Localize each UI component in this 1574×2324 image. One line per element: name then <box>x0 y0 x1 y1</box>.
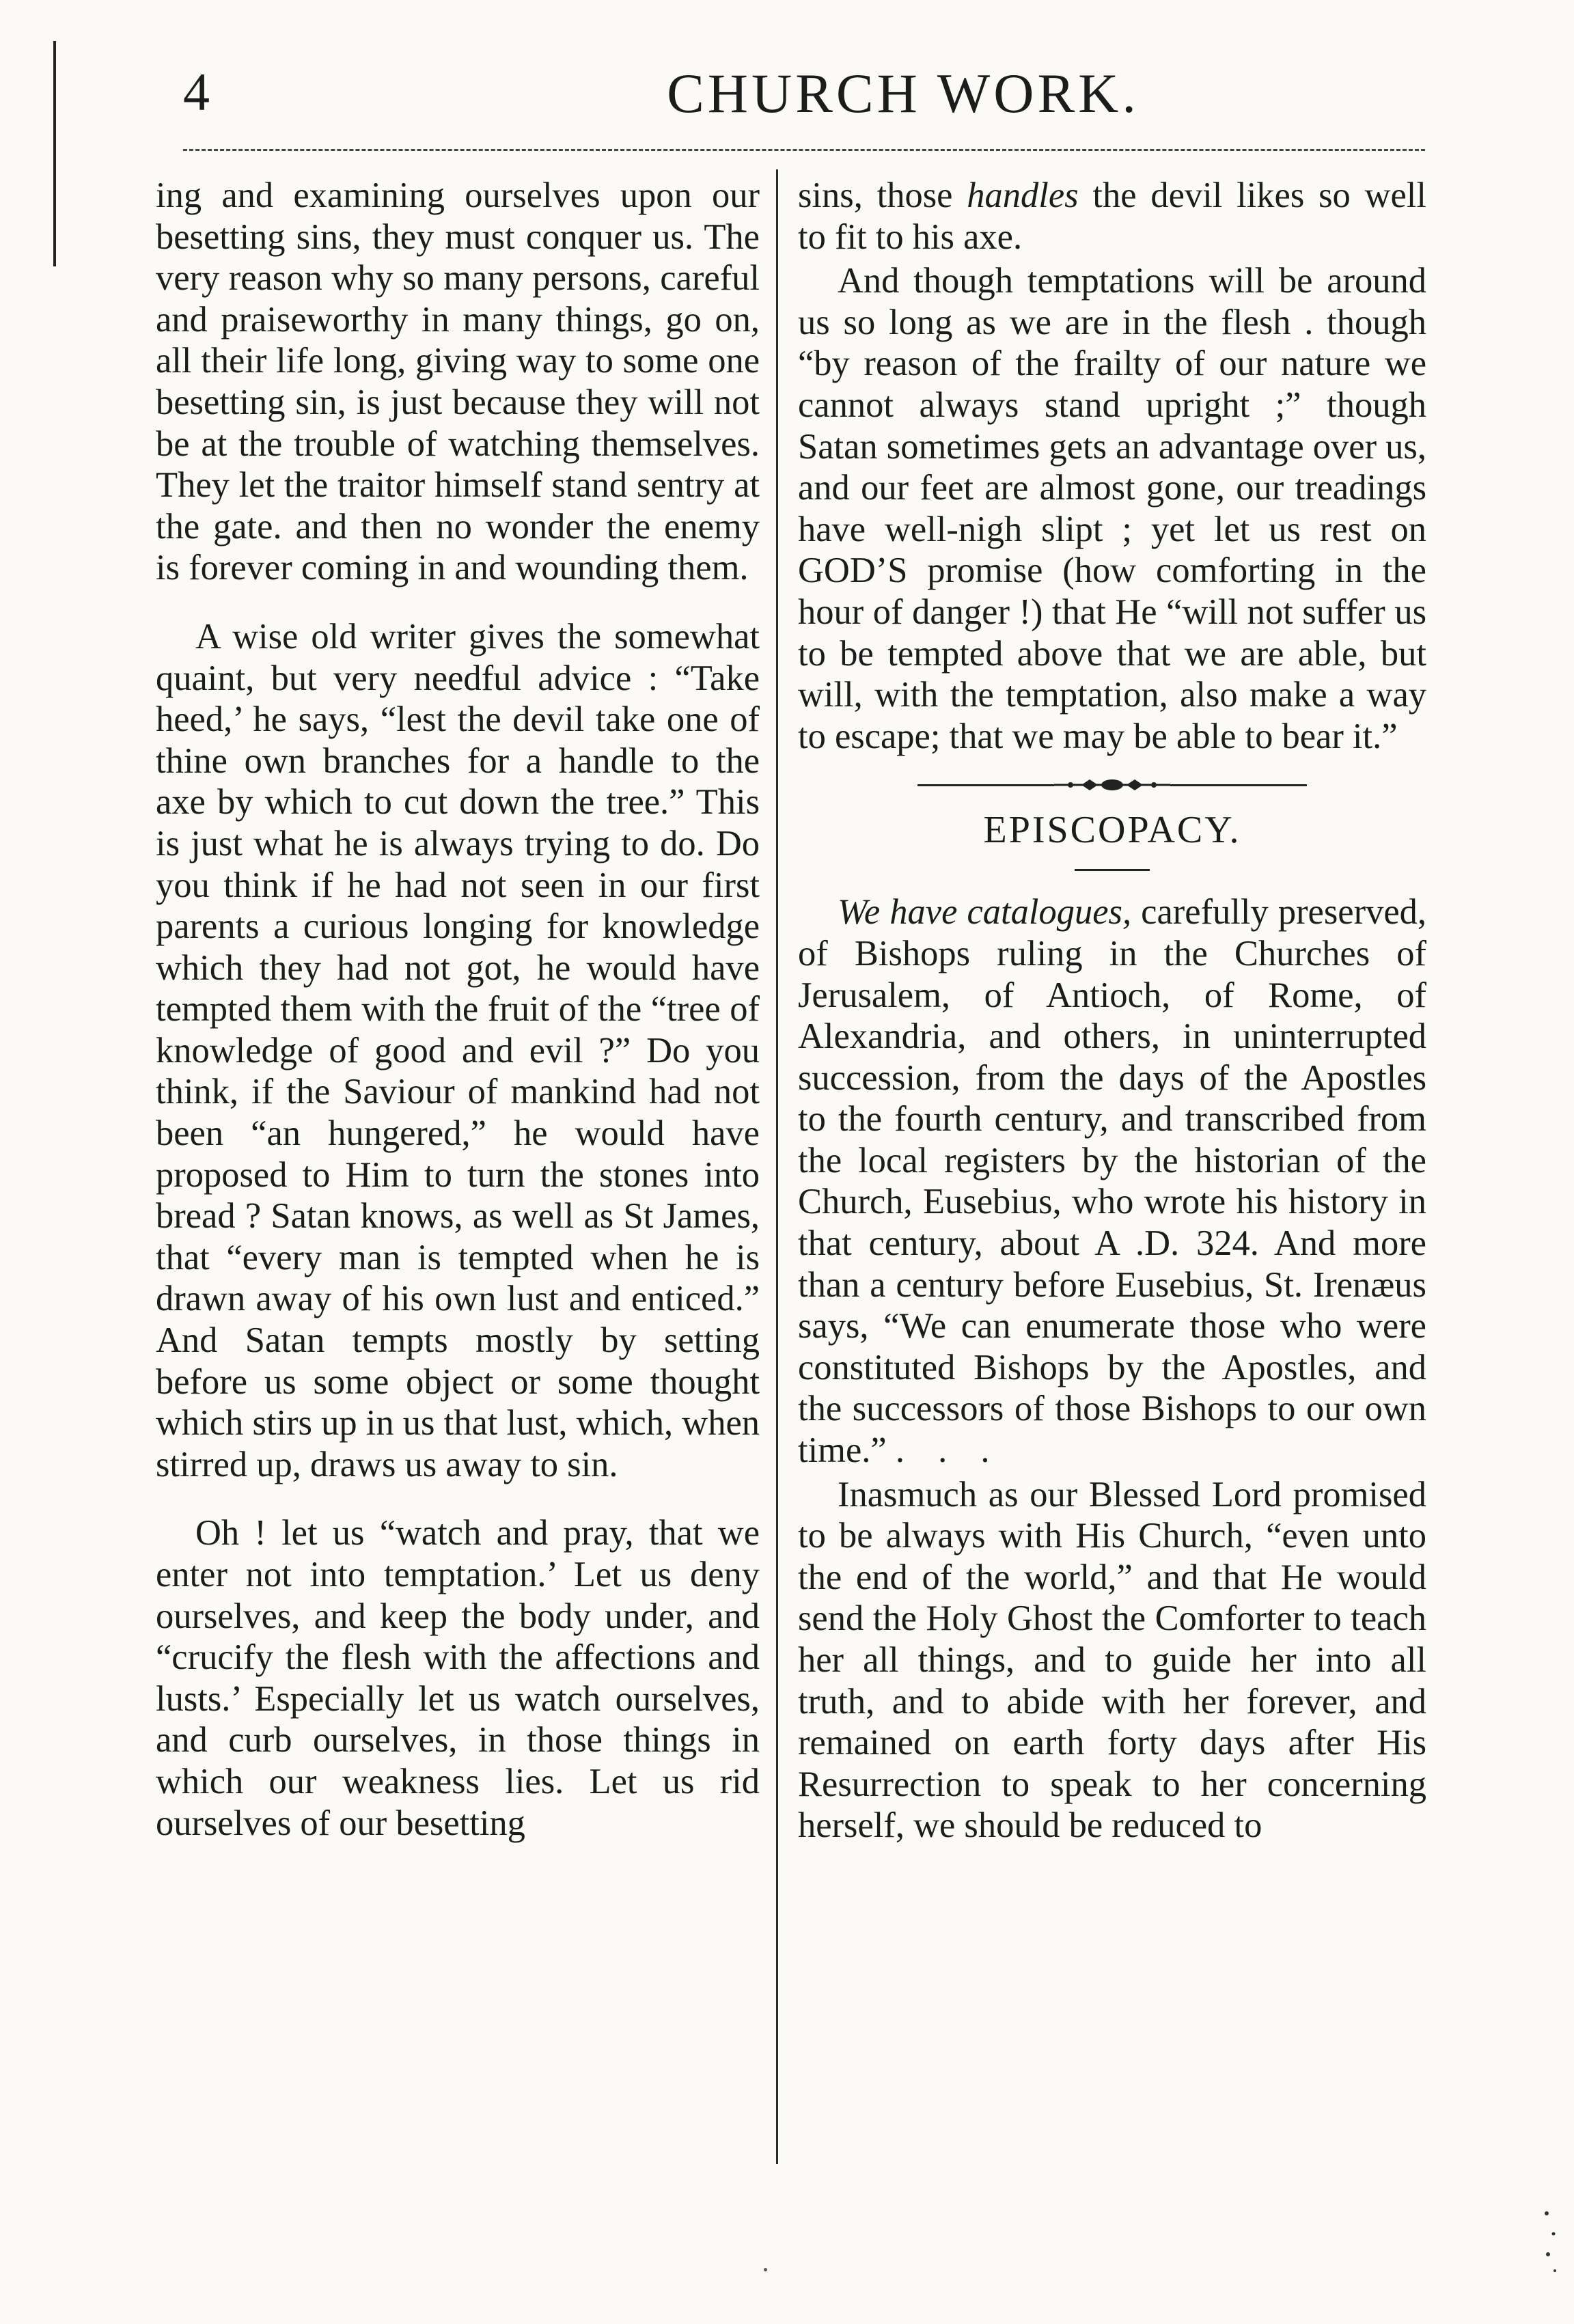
ornament-line <box>1170 784 1307 786</box>
section-title: EPISCOPACY. <box>983 809 1241 852</box>
paragraph: ing and examining ourselves upon our besetting sins, they must conquer us. The very reason why so many persons, careful and praiseworthy in many things, go on, all their life long, giving way to some one besetting sin, is just because they will not be at the trouble of watching themselves. They let the traitor himself stand sentry at the gate. and then no wonder the enemy is forever coming in and wounding them. <box>156 176 760 588</box>
ellipsis: . . . <box>895 1430 1002 1471</box>
header-rule <box>183 149 1425 151</box>
text-run: carefully preserved, of Bishops ruling in the Churches of Jerusalem, of Antioch, of Rome, of Alexandria, and others, in uninterrupted succession, from the days of the Apostles to the fourth century, and transcribed from the local registers by the historian of the Church, Eusebius, who wrote his history in that century, about A .D. 324. And more than a century before Eusebius, St. Irenæus says, “We can enumerate those who were constituted Bishops by the Apostles, and the successors of those Bishops to our own time.” <box>798 892 1426 1471</box>
italic-text: We have catalogues, <box>838 892 1132 932</box>
paragraph: Oh ! let us “watch and pray, that we enter not into temptation.’ Let us deny ourselves, and keep the body under, and “crucify the flesh with the affections and lusts.’ Especially let us watch ourselves, and curb ourselves, in those things in which our weakness lies. Let us rid ourselves of our besetting <box>156 1513 760 1843</box>
italic-text: handles <box>967 176 1079 215</box>
paragraph <box>798 891 1426 1471</box>
paragraph <box>798 175 1426 258</box>
paragraph: And though temptations will be around us so long as we are in the flesh . though “by reason of the frailty of our nature we cannot always stand upright ;” though Satan sometimes gets an advantage over us, and our feet are almost gone, our treadings have well-nigh slipt ; yet let us rest on GOD’S promise (how comforting in the hour of danger !) that He “will not suffer us to be tempted above that we are able, but will, with the temptation, also make a way to escape; that we may be able to bear it.” <box>798 261 1426 756</box>
ornament-flourish-icon <box>1054 777 1170 793</box>
paragraph: A wise old writer gives the somewhat quaint, but very needful advice : “Take heed,’ he says, “lest the devil take one of thine own branches for a handle to the axe by which to cut down the tree.” This is just what he is always trying to do. Do you think if he had not seen in our first parents a curious longing for knowledge which they had not got, he would have tempted them with the fruit of the “tree of knowledge of good and evil ?” Do you think, if the Saviour of mankind had not been “an hungered,” he would have proposed to Him to turn the stones into bread ? Satan knows, as well as St James, that “every man is tempted when he is drawn away of his own lust and enticed.” And Satan tempts mostly by setting before us some object or some thought which stirs up in us that lust, which, when stirred up, draws us away to sin. <box>156 616 760 1484</box>
column-divider <box>776 169 778 2164</box>
left-column <box>156 175 760 1844</box>
page-number: 4 <box>183 62 210 122</box>
title-rule <box>1075 869 1150 871</box>
print-specks <box>1540 2200 1560 2282</box>
text-run: sins, those <box>798 176 967 215</box>
paragraph: Inasmuch as our Blessed Lord promised to be always with His Church, “even unto the end of the world,” and that He would send the Holy Ghost the Comforter to teach her all things, and to guide her into all truth, and to abide with her forever, and remained on earth forty days after His Resurrection to speak to her concerning herself, we should be reduced to <box>798 1474 1426 1846</box>
section-ornament <box>798 775 1426 795</box>
right-column <box>798 175 1426 1846</box>
print-speck <box>764 2268 767 2271</box>
text-run: the devil likes so well to fit to his axe. <box>798 176 1426 257</box>
ornament-line <box>917 784 1054 786</box>
running-head-title: CHURCH WORK. <box>667 62 1140 124</box>
